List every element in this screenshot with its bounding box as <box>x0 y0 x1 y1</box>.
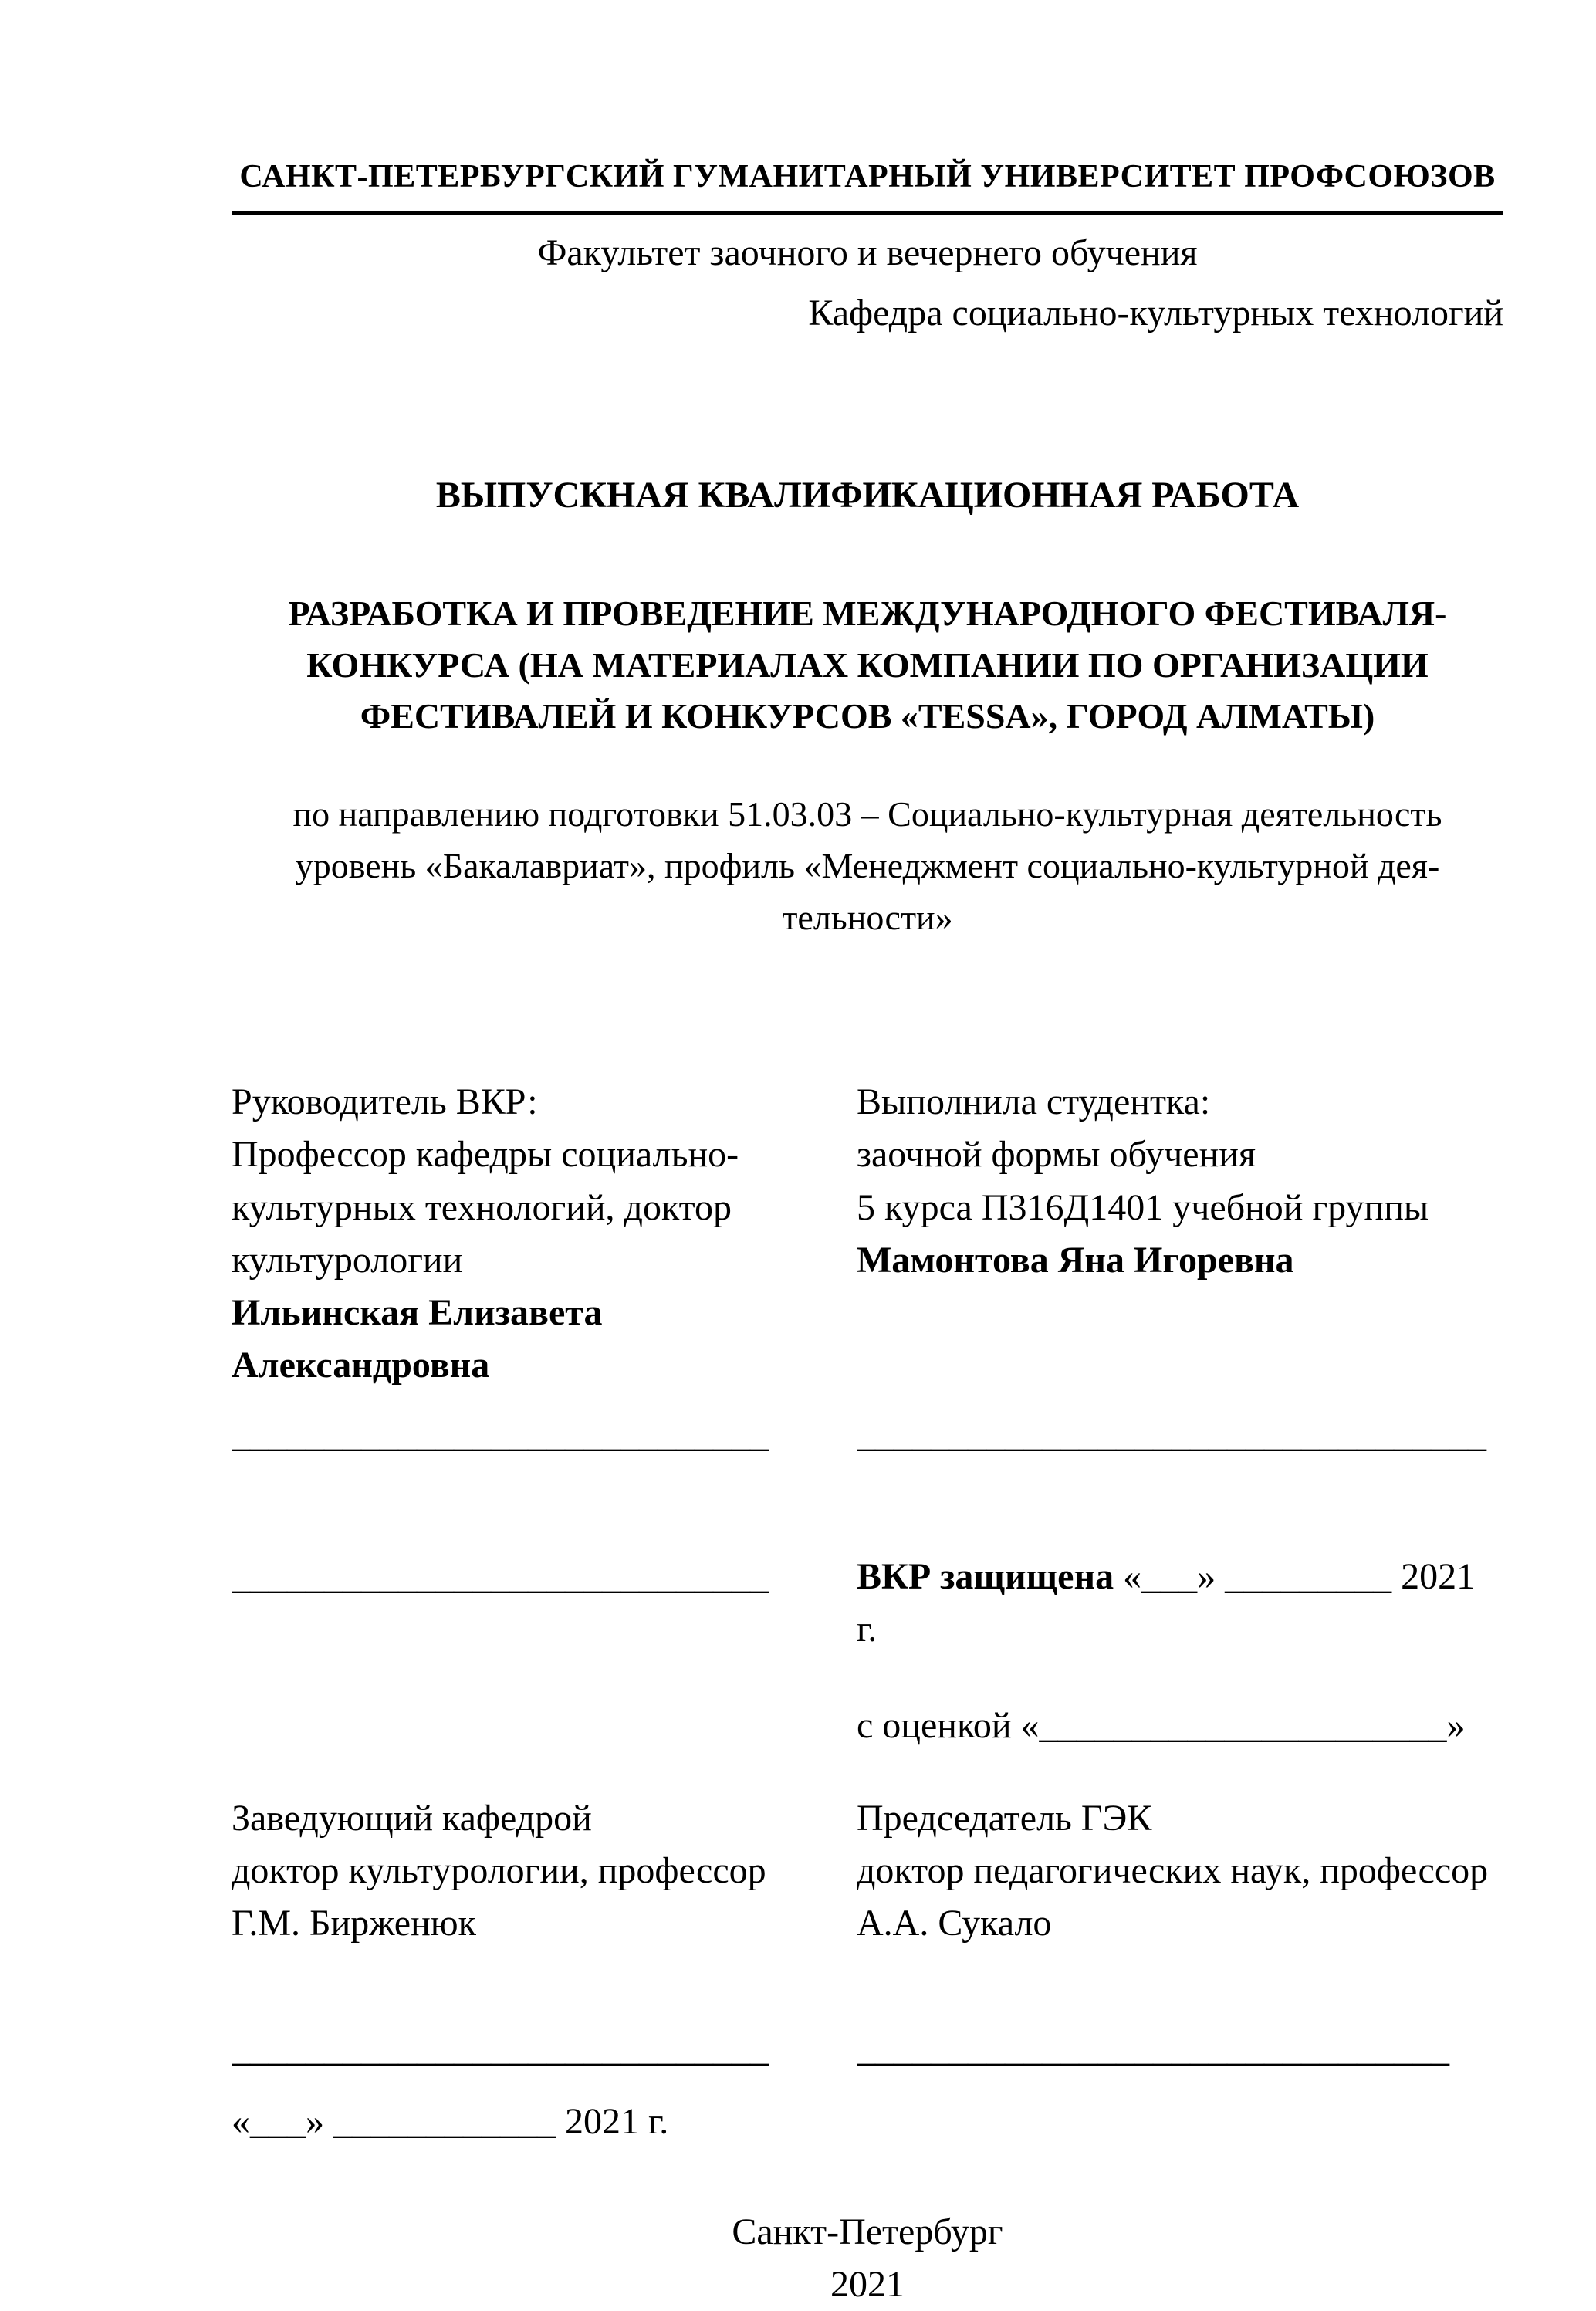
signature-row-1 <box>232 1409 1503 1461</box>
thesis-title <box>232 588 1503 743</box>
department-line: Кафедра социально-культурных технологий <box>808 292 1503 333</box>
signature-line: _____________________________ <box>232 1556 769 1598</box>
supervisor-position-line-2: культурных технологий, доктор <box>232 1186 732 1228</box>
student-info-line-1: заочной формы обучения <box>857 1134 1256 1176</box>
student-block <box>857 1076 1503 1287</box>
student-name: Мамонтова Яна Игоревна <box>857 1239 1294 1281</box>
defense-label: ВКР защищена <box>857 1556 1114 1598</box>
program-line-3: тельности» <box>782 897 953 937</box>
grade-line: с оценкой «______________________» <box>857 1704 1466 1746</box>
program-line-2: уровень «Бакалавриат», профиль «Менеджмент социально-культурной дея- <box>295 845 1440 885</box>
program-line-1: по направлению подготовки 51.03.03 – Социально-культурная деятельность <box>292 794 1442 834</box>
supervisor-position-line-3: культурологии <box>232 1239 463 1281</box>
student-info-line-2: 5 курса П316Д1401 учебной группы <box>857 1186 1429 1228</box>
officials-row <box>232 1792 1503 1950</box>
gec-chair-block <box>857 1792 1503 1950</box>
department-head-signature-line: _____________________________ <box>232 2028 769 2070</box>
work-type-heading: ВЫПУСКНАЯ КВАЛИФИКАЦИОННАЯ РАБОТА <box>435 474 1300 516</box>
thesis-title-line-3: ФЕСТИВАЛЕЙ И КОНКУРСОВ «TESSA», ГОРОД АЛМАТЫ) <box>360 696 1375 736</box>
department-head-date-line: «___» ____________ 2021 г. <box>232 2101 669 2143</box>
supervisor-label: Руководитель ВКР: <box>232 1081 538 1123</box>
defense-row <box>232 1551 1503 1656</box>
supervisor-name-line-1: Ильинская Елизавета <box>232 1291 603 1333</box>
footer-city: Санкт-Петербург <box>732 2211 1003 2252</box>
signature-row-2 <box>232 2023 1503 2076</box>
people-block <box>232 1076 1503 1392</box>
supervisor-block <box>232 1076 783 1392</box>
gec-chair-title: Председатель ГЭК <box>857 1797 1152 1839</box>
thesis-title-line-1: РАЗРАБОТКА И ПРОВЕДЕНИЕ МЕЖДУНАРОДНОГО ФЕСТИВАЛЯ- <box>288 594 1447 634</box>
supervisor-name-line-2: Александровна <box>232 1345 490 1386</box>
department-head-name: Г.М. Бирженюк <box>232 1903 476 1944</box>
supervisor-signature-line: _____________________________ <box>232 1414 769 1456</box>
footer <box>232 2206 1503 2311</box>
department-head-title: Заведующий кафедрой <box>232 1797 592 1839</box>
supervisor-position-line-1: Профессор кафедры социально- <box>232 1134 739 1176</box>
grade-row <box>232 1700 1503 1752</box>
faculty-line: Факультет заочного и вечернего обучения <box>537 232 1198 273</box>
thesis-title-line-2: КОНКУРСА (НА МАТЕРИАЛАХ КОМПАНИИ ПО ОРГАНИЗАЦИИ <box>306 645 1429 685</box>
gec-chair-name: А.А. Сукало <box>857 1903 1052 1944</box>
gec-chair-signature-line: ________________________________ <box>857 2028 1449 2070</box>
department-head-block <box>232 1792 783 1950</box>
gec-chair-degree: доктор педагогических наук, профессор <box>857 1849 1489 1891</box>
program-info <box>232 789 1503 943</box>
student-label: Выполнила студентка: <box>857 1081 1211 1123</box>
student-signature-line: __________________________________ <box>857 1414 1486 1456</box>
university-name: САНКТ-ПЕТЕРБУРГСКИЙ ГУМАНИТАРНЫЙ УНИВЕРСИТЕТ ПРОФСОЮЗОВ <box>232 154 1503 215</box>
defense-date-line <box>857 1551 1503 1656</box>
footer-year: 2021 <box>830 2263 905 2305</box>
defense-date-blank: «___» _________ 2021 г. <box>857 1556 1476 1650</box>
department-head-degree: доктор культурологии, профессор <box>232 1849 766 1891</box>
